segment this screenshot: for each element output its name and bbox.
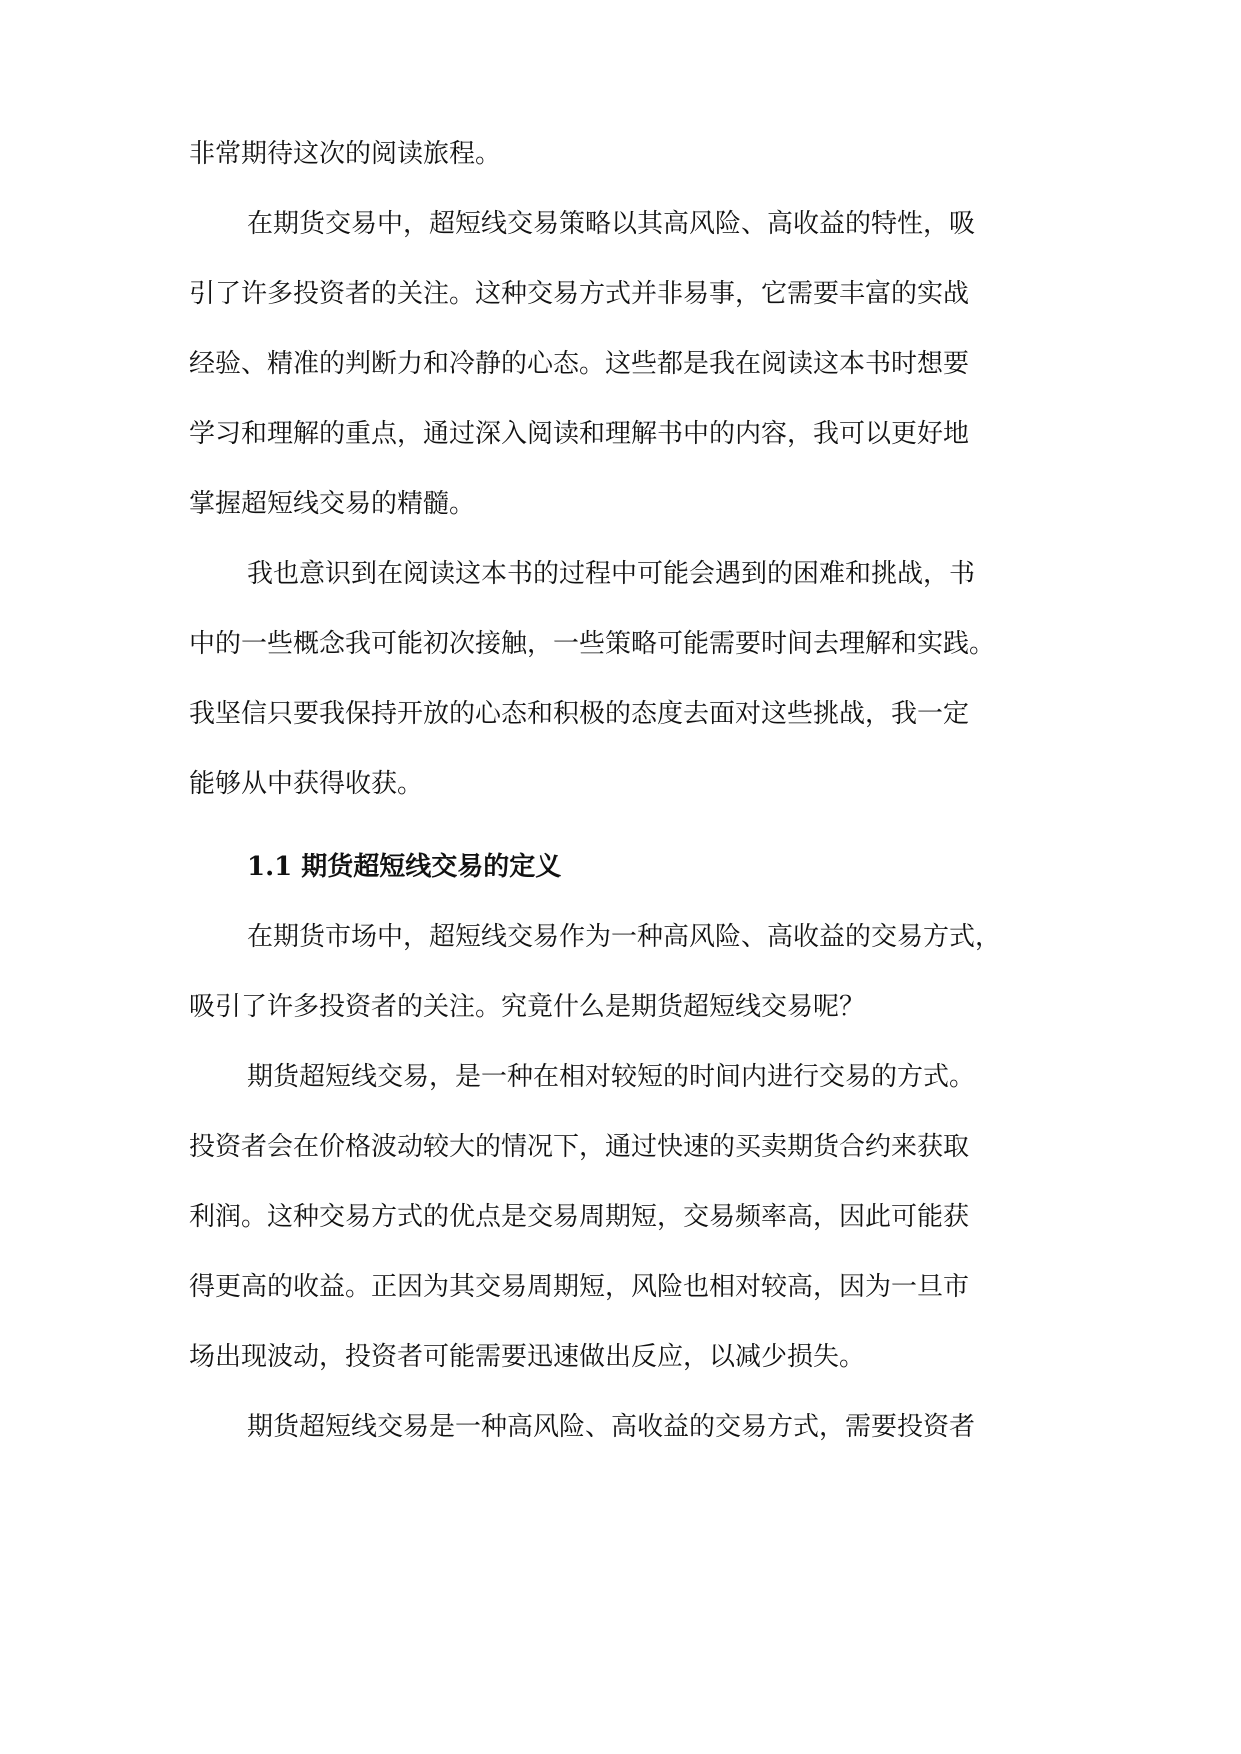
text-line: 引了许多投资者的关注。这种交易方式并非易事，它需要丰富的实战 [189, 279, 970, 309]
text-line: 在期货市场中，超短线交易作为一种高风险、高收益的交易方式， [247, 922, 1002, 952]
text-line: 期货超短线交易是一种高风险、高收益的交易方式，需要投资者 [247, 1412, 976, 1442]
text-line: 我坚信只要我保持开放的心态和积极的态度去面对这些挑战，我一定 [189, 699, 970, 729]
section-heading: 1.1 期货超短线交易的定义 [247, 852, 562, 882]
text-line: 吸引了许多投资者的关注。究竟什么是期货超短线交易呢？ [189, 992, 866, 1022]
text-line: 我也意识到在阅读这本书的过程中可能会遇到的困难和挑战，书 [247, 559, 976, 589]
text-line: 掌握超短线交易的精髓。 [189, 489, 476, 519]
text-line: 能够从中获得收获。 [189, 769, 424, 799]
text-line: 中的一些概念我可能初次接触，一些策略可能需要时间去理解和实践。 [189, 629, 996, 659]
text-line: 投资者会在价格波动较大的情况下，通过快速的买卖期货合约来获取 [189, 1132, 970, 1162]
text-line: 场出现波动，投资者可能需要迅速做出反应，以减少损失。 [189, 1342, 866, 1372]
text-line: 学习和理解的重点，通过深入阅读和理解书中的内容，我可以更好地 [189, 419, 970, 449]
text-line: 在期货交易中，超短线交易策略以其高风险、高收益的特性，吸 [247, 209, 976, 239]
text-line: 利润。这种交易方式的优点是交易周期短，交易频率高，因此可能获 [189, 1202, 970, 1232]
text-line: 得更高的收益。正因为其交易周期短，风险也相对较高，因为一旦市 [189, 1272, 970, 1302]
text-line: 经验、精准的判断力和冷静的心态。这些都是我在阅读这本书时想要 [189, 349, 970, 379]
text-line: 非常期待这次的阅读旅程。 [189, 139, 502, 169]
text-line: 期货超短线交易，是一种在相对较短的时间内进行交易的方式。 [247, 1062, 976, 1092]
